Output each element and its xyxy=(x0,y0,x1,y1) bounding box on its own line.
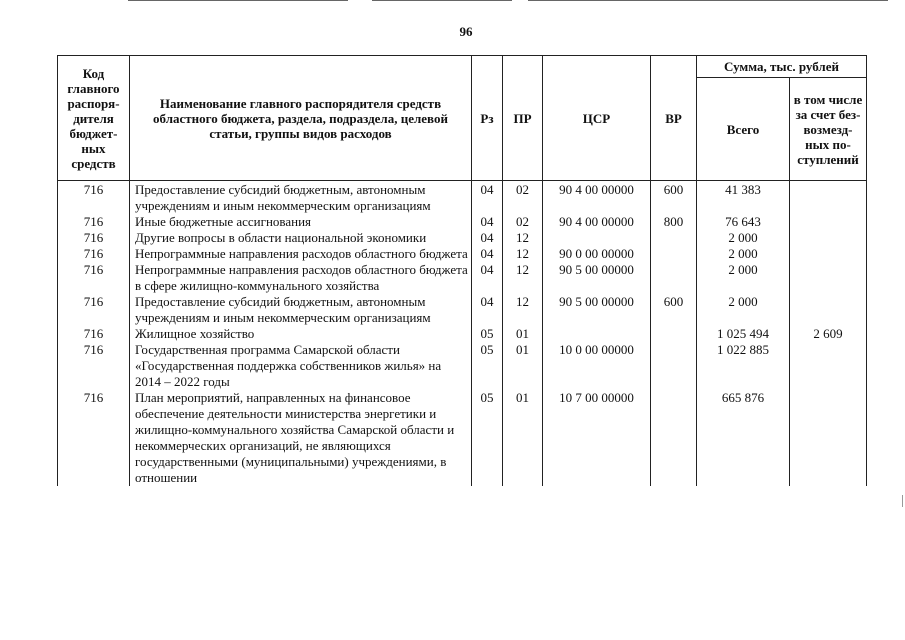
table-row xyxy=(58,390,867,486)
cell-name: Предоставление субсидий бюджетным, автономным учреждениям и иным некоммерческим организациям xyxy=(130,294,472,326)
cell-incl xyxy=(790,181,867,215)
cell-rz: 04 xyxy=(472,230,503,246)
cell-code: 716 xyxy=(58,181,130,215)
cell-csr: 90 0 00 00000 xyxy=(543,246,651,262)
cell-total: 2 000 xyxy=(697,230,790,246)
page-number: 96 xyxy=(459,24,473,39)
cell-csr: 90 4 00 00000 xyxy=(543,181,651,215)
cell-incl xyxy=(790,342,867,390)
cell-csr: 90 5 00 00000 xyxy=(543,262,651,294)
cell-incl xyxy=(790,294,867,326)
scan-edge-line xyxy=(128,0,348,1)
table-row xyxy=(58,326,867,342)
header-sum: Сумма, тыс. рублей xyxy=(697,56,867,78)
cell-rz: 04 xyxy=(472,181,503,215)
budget-table xyxy=(57,55,867,486)
table-row xyxy=(58,294,867,326)
cell-pr: 02 xyxy=(503,214,543,230)
cell-vr: 600 xyxy=(651,181,697,215)
header-incl: в том числе за счет без-возмезд-ных по-ступлений xyxy=(790,78,867,181)
cell-code: 716 xyxy=(58,214,130,230)
header-csr: ЦСР xyxy=(543,56,651,181)
cell-total: 665 876 xyxy=(697,390,790,486)
cell-name: Непрограммные направления расходов областного бюджета xyxy=(130,246,472,262)
header-rz: Рз xyxy=(472,56,503,181)
cell-rz: 05 xyxy=(472,342,503,390)
cell-code: 716 xyxy=(58,326,130,342)
cell-name: Иные бюджетные ассигнования xyxy=(130,214,472,230)
cell-name: Другие вопросы в области национальной экономики xyxy=(130,230,472,246)
cell-rz: 04 xyxy=(472,262,503,294)
scan-edge-line xyxy=(372,0,512,1)
cell-incl: 2 609 xyxy=(790,326,867,342)
cell-csr: 90 4 00 00000 xyxy=(543,214,651,230)
cell-incl xyxy=(790,390,867,486)
header-name: Наименование главного распорядителя средств областного бюджета, раздела, подраздела, целевой статьи, группы видов расходов xyxy=(130,56,472,181)
cell-incl xyxy=(790,230,867,246)
cell-vr xyxy=(651,342,697,390)
cell-csr: 90 5 00 00000 xyxy=(543,294,651,326)
cell-rz: 04 xyxy=(472,214,503,230)
cell-pr: 12 xyxy=(503,246,543,262)
cell-total: 41 383 xyxy=(697,181,790,215)
cell-pr: 12 xyxy=(503,262,543,294)
table-row xyxy=(58,262,867,294)
header-code: Код главного распоря-дителя бюджет-ных средств xyxy=(58,56,130,181)
cell-pr: 02 xyxy=(503,181,543,215)
cell-csr xyxy=(543,326,651,342)
header-pr: ПР xyxy=(503,56,543,181)
cell-name: Жилищное хозяйство xyxy=(130,326,472,342)
table-row xyxy=(58,214,867,230)
cell-code: 716 xyxy=(58,390,130,486)
cell-rz: 05 xyxy=(472,390,503,486)
cell-csr: 10 7 00 00000 xyxy=(543,390,651,486)
cell-code: 716 xyxy=(58,262,130,294)
table-row xyxy=(58,181,867,215)
header-vr: ВР xyxy=(651,56,697,181)
cell-code: 716 xyxy=(58,294,130,326)
cell-vr: 600 xyxy=(651,294,697,326)
table-row xyxy=(58,342,867,390)
table-row xyxy=(58,230,867,246)
cell-incl xyxy=(790,246,867,262)
table-row xyxy=(58,246,867,262)
cell-vr xyxy=(651,230,697,246)
cell-pr: 01 xyxy=(503,390,543,486)
cell-name: Предоставление субсидий бюджетным, автономным учреждениям и иным некоммерческим организациям xyxy=(130,181,472,215)
header-total: Всего xyxy=(697,78,790,181)
cell-name: Государственная программа Самарской области «Государственная поддержка собственников жилья» на 2014 – 2022 годы xyxy=(130,342,472,390)
cell-pr: 01 xyxy=(503,326,543,342)
cell-vr: 800 xyxy=(651,214,697,230)
cell-incl xyxy=(790,214,867,230)
cell-total: 2 000 xyxy=(697,294,790,326)
cell-vr xyxy=(651,246,697,262)
cell-rz: 05 xyxy=(472,326,503,342)
cell-rz: 04 xyxy=(472,294,503,326)
cell-pr: 12 xyxy=(503,230,543,246)
cell-name: План мероприятий, направленных на финансовое обеспечение деятельности министерства энергетики и жилищно-коммунального хозяйства Самарской области и некоммерческих организаций, не являющихся государственными (муниципальными) учреждениями, в отношении xyxy=(130,390,472,486)
cell-total: 1 025 494 xyxy=(697,326,790,342)
cell-total: 1 022 885 xyxy=(697,342,790,390)
cell-incl xyxy=(790,262,867,294)
cell-name: Непрограммные направления расходов областного бюджета в сфере жилищно-коммунального хозяйства xyxy=(130,262,472,294)
cell-csr: 10 0 00 00000 xyxy=(543,342,651,390)
cell-csr xyxy=(543,230,651,246)
cell-code: 716 xyxy=(58,230,130,246)
cell-vr xyxy=(651,390,697,486)
cell-vr xyxy=(651,262,697,294)
cell-pr: 01 xyxy=(503,342,543,390)
cell-total: 2 000 xyxy=(697,246,790,262)
cell-pr: 12 xyxy=(503,294,543,326)
cell-total: 2 000 xyxy=(697,262,790,294)
cell-code: 716 xyxy=(58,342,130,390)
scan-edge-line xyxy=(528,0,888,1)
cell-rz: 04 xyxy=(472,246,503,262)
cell-vr xyxy=(651,326,697,342)
scan-edge-mark xyxy=(902,495,903,507)
cell-code: 716 xyxy=(58,246,130,262)
cell-total: 76 643 xyxy=(697,214,790,230)
